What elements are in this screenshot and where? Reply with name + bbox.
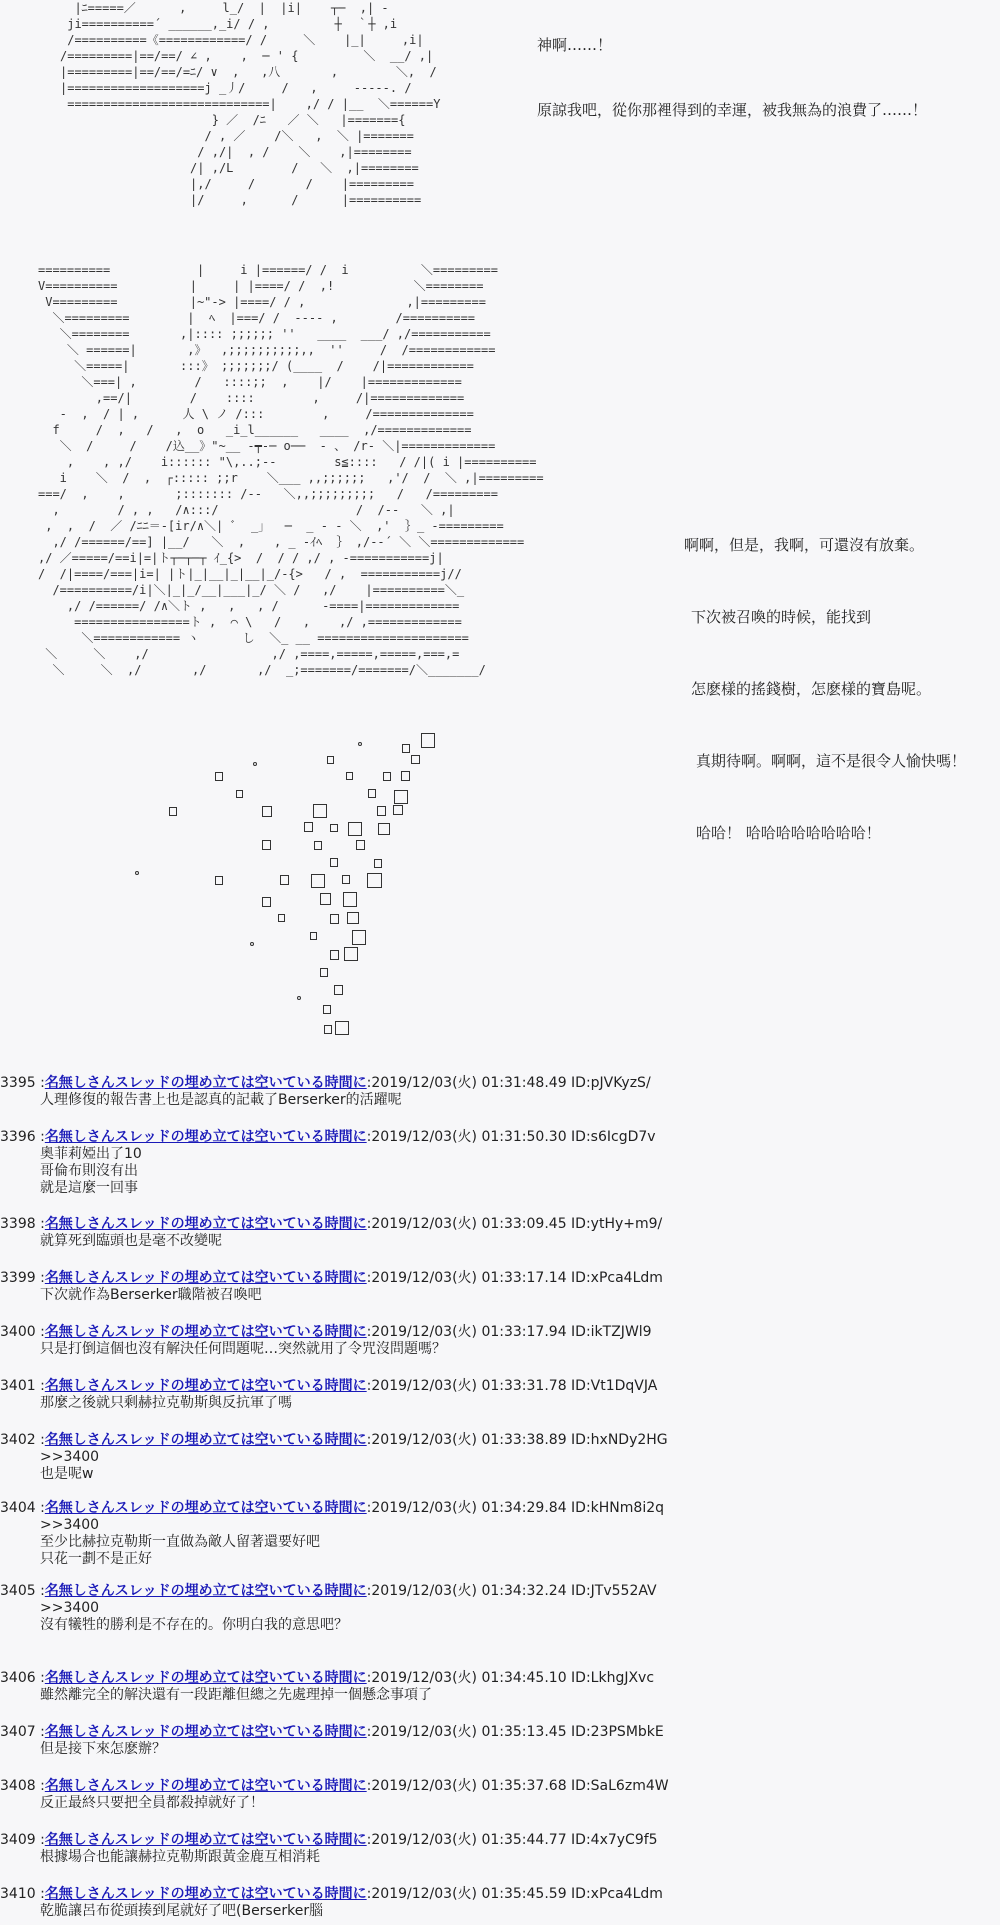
square-shape <box>335 1021 349 1035</box>
square-shape <box>348 822 362 836</box>
post-body-line: 哥倫布則沒有出 <box>40 1163 138 1179</box>
square-shape <box>280 875 289 885</box>
poster-name-link[interactable]: 名無しさんスレッドの埋め立ては空いている時間に <box>44 1832 367 1848</box>
ascii-art-middle: ========== | i |======/ / i ＼========= V========== | | |====/ / ,! ＼======== V========= |~"‐> |====/ / , ,|========= ＼========= | ﾍ |===/ / ‐--- , /========== ＼======== ,|:::: ;;;;;; '' ____ ___/ ,/=========== ＼ ======| ,》 ,;;;;;;;;;;,, '' / /============ ＼=====| :::》 ;;;;;;;/ (____ / /|============ ＼===| , / ::::;; , |/ |============= ,==/| / :::: , /|============= - , / | , 人 \ ノ /::: , /============== f / , / , o _i_l______ ____ ,/============= ＼ / / /込__》"~__ ‐┯‐─ o── ‐ 、 /r‐ ＼|============= , , ,/ i:::::: "\,..;-- s≦:::: / /|( i |========== i ＼ / , ┌::::: ;;r ＼___ ,,;;;;;; ,'/ / ＼ ,|========= ===/ , , ;::::::: /‐‐ ＼,,;;;;;;;;; / /========= , / , , /∧:::/ / /‐‐ ＼ ,| , , / ／ /ﾆﾆ＝‐[ir/∧＼| ﾞ _」 ─ _ - ‐ ＼ ,' ｝_ -========= ,/ /======/==] |__/ ＼ , , _ -ｲﾍ ｝ ,/-‐´ ＼ ＼============= ,/ ／=====/==i|=|ト┬─┬─┬ ｲ_{> / / / ,/ , -===========j| / /|====/===|i=| |ト|_|__|_|__|_/-{> / , ===========j// /==========/i|＼|_|_/__|___|_/ ＼ / ,/ |==========＼_ ,/ /======/ /∧＼ト , , , / -====|============= ================ト , ⌒ \ / , ,/ ,============= ＼============ ヽ し ＼_ __ ===================== ＼ ＼ ,/ ,/ ,====,=====,=====,===,= ＼ ＼ ,/ ,/ ,/ _;=======/=======/＼_______/ <box>38 263 544 677</box>
square-shape <box>304 822 313 832</box>
post-meta: :2019/12/03(火) 01:35:37.68 ID:SaL6zm4W <box>366 1778 669 1794</box>
post-number: 3395 <box>0 1075 36 1091</box>
square-shape <box>330 950 339 960</box>
post-meta: :2019/12/03(火) 01:33:17.94 ID:ikTZJWl9 <box>366 1324 652 1340</box>
post-number: 3404 <box>0 1500 36 1516</box>
square-shape <box>314 841 322 850</box>
post-header <box>0 1500 1000 1517</box>
post-meta: :2019/12/03(火) 01:35:44.77 ID:4x7yC9f5 <box>366 1832 658 1848</box>
dot-shape <box>250 942 254 946</box>
square-shape <box>342 875 350 884</box>
post-separator: : <box>35 1886 45 1902</box>
post-body-line: 雖然離完全的解決還有一段距離但總之先處理掉一個懸念事項了 <box>40 1687 432 1703</box>
post-header <box>0 1075 1000 1092</box>
post-separator: : <box>35 1216 45 1232</box>
poster-name-link[interactable]: 名無しさんスレッドの埋め立ては空いている時間に <box>44 1778 367 1794</box>
poster-name-link[interactable]: 名無しさんスレッドの埋め立ては空いている時間に <box>44 1583 367 1599</box>
square-shape <box>401 771 410 781</box>
post-body-line: 就是這麼一回事 <box>40 1180 138 1196</box>
post-header <box>0 1832 1000 1849</box>
poster-name-link[interactable]: 名無しさんスレッドの埋め立ては空いている時間に <box>44 1670 367 1686</box>
post-separator: : <box>35 1432 45 1448</box>
post-number: 3396 <box>0 1129 36 1145</box>
square-shape <box>262 806 272 817</box>
square-shape <box>278 914 285 922</box>
dialog-line: 哈哈！ 哈哈哈哈哈哈哈哈！ <box>696 824 881 842</box>
dialog-line: 啊啊，但是，我啊，可還沒有放棄。 <box>684 536 925 554</box>
thread-post <box>0 1724 1000 1758</box>
poster-name-link[interactable]: 名無しさんスレッドの埋め立ては空いている時間に <box>44 1432 367 1448</box>
post-number: 3409 <box>0 1832 36 1848</box>
dot-shape <box>358 742 362 746</box>
square-shape <box>374 859 382 868</box>
post-meta: :2019/12/03(火) 01:33:17.14 ID:xPca4Ldm <box>366 1270 663 1286</box>
post-header <box>0 1432 1000 1449</box>
post-body-line: 也是呢w <box>40 1466 94 1482</box>
post-body-line: 根據場合也能讓赫拉克勒斯跟黃金鹿互相消耗 <box>40 1849 320 1865</box>
reply-anchor[interactable]: >>3400 <box>40 1600 100 1616</box>
ascii-art-top: |ﾆ=====／ , l_/ | |i| ┬─ ,| - ji==========´ ______,_i/ / , ┼ ｀┼ ,i /==========《============/ / ＼ |_| ,i| /=========|==/==/ ∠ , , ─ ' { ＼ __/ ,| |=========|==/==/=ﾆ/ ∨ , ,八 , ＼, / |===================j _丿/ / , -----. / ============================| ,/ / |__ ＼======Y } ／ /ﾆ ／ ＼ |======={ / , ／ /＼ , ＼ |======= / ,/| , / ＼ ,|======== /| ,/L / ＼ ,|======== |,/ / / |========= |/ , / |========== <box>60 1 441 207</box>
post-separator: : <box>35 1832 45 1848</box>
square-shape <box>393 805 403 815</box>
square-shape <box>367 873 382 888</box>
post-body-line: 但是接下來怎麽辦？ <box>40 1741 166 1757</box>
post-number: 3399 <box>0 1270 36 1286</box>
post-body-line: 反正最終只要把全員都殺掉就好了！ <box>40 1795 264 1811</box>
post-separator: : <box>35 1129 45 1145</box>
post-meta: :2019/12/03(火) 01:31:48.49 ID:pJVKyzS/ <box>366 1075 651 1091</box>
thread-post <box>0 1500 1000 1568</box>
post-separator: : <box>35 1075 45 1091</box>
poster-name-link[interactable]: 名無しさんスレッドの埋め立ては空いている時間に <box>44 1724 367 1740</box>
square-shape <box>262 897 271 907</box>
post-header <box>0 1886 1000 1903</box>
square-shape <box>215 876 223 885</box>
square-shape <box>320 968 328 977</box>
post-header <box>0 1724 1000 1741</box>
post-number: 3400 <box>0 1324 36 1340</box>
square-shape <box>236 790 243 798</box>
square-shape <box>356 840 365 850</box>
post-body-line: 人理修復的報告書上也是認真的記載了Berserker的活躍呢 <box>40 1092 402 1108</box>
post-header <box>0 1216 1000 1233</box>
square-shape <box>346 772 353 780</box>
post-separator: : <box>35 1324 45 1340</box>
dialog-line: 神啊……！ <box>537 36 613 54</box>
thread-post <box>0 1270 1000 1304</box>
post-meta: :2019/12/03(火) 01:34:32.24 ID:JTv552AV <box>366 1583 657 1599</box>
post-meta: :2019/12/03(火) 01:31:50.30 ID:s6IcgD7v <box>366 1129 656 1145</box>
post-meta: :2019/12/03(火) 01:33:09.45 ID:ytHy+m9/ <box>366 1216 663 1232</box>
square-shape <box>310 932 317 940</box>
poster-name-link[interactable]: 名無しさんスレッドの埋め立ては空いている時間に <box>44 1216 367 1232</box>
square-shape <box>324 1025 332 1034</box>
square-shape <box>323 1005 331 1014</box>
post-header <box>0 1670 1000 1687</box>
post-number: 3405 <box>0 1583 36 1599</box>
post-body-line: 只花一劃不是正好 <box>40 1551 152 1567</box>
square-shape <box>383 772 391 781</box>
post-number: 3401 <box>0 1378 36 1394</box>
post-meta: :2019/12/03(火) 01:34:45.10 ID:LkhgJXvc <box>366 1670 655 1686</box>
dialog-line: 真期待啊。啊啊，這不是很令人愉快嗎！ <box>696 752 967 770</box>
poster-name-link[interactable]: 名無しさんスレッドの埋め立ては空いている時間に <box>44 1075 367 1091</box>
thread-post <box>0 1129 1000 1197</box>
post-number: 3398 <box>0 1216 36 1232</box>
post-body-line: 只是打倒這個也沒有解決任何問題呢…突然就用了令咒沒問題嗎？ <box>40 1341 446 1357</box>
square-shape <box>402 744 410 753</box>
square-shape <box>313 804 327 818</box>
post-separator: : <box>35 1500 45 1516</box>
dialog-line: 下次被召喚的時候，能找到 <box>691 608 872 626</box>
square-shape <box>368 789 376 798</box>
square-shape <box>411 755 420 764</box>
post-body-line: 那麼之後就只剩赫拉克勒斯與反抗軍了嗎 <box>40 1395 292 1411</box>
post-body-line: 就算死到臨頭也是毫不改變呢 <box>40 1233 222 1249</box>
poster-name-link[interactable]: 名無しさんスレッドの埋め立ては空いている時間に <box>44 1129 367 1145</box>
square-shape <box>352 930 366 945</box>
post-header <box>0 1583 1000 1600</box>
poster-name-link[interactable]: 名無しさんスレッドの埋め立ては空いている時間に <box>44 1324 367 1340</box>
post-body-line: 奧菲莉婭出了10 <box>40 1146 142 1162</box>
thread-post <box>0 1886 1000 1920</box>
dot-shape <box>135 871 139 875</box>
post-separator: : <box>35 1583 45 1599</box>
dialog-middle <box>680 500 967 878</box>
thread-post <box>0 1378 1000 1412</box>
post-number: 3402 <box>0 1432 36 1448</box>
poster-name-link[interactable]: 名無しさんスレッドの埋め立ては空いている時間に <box>44 1886 367 1902</box>
post-header <box>0 1778 1000 1795</box>
thread-post <box>0 1324 1000 1358</box>
thread-post <box>0 1075 1000 1109</box>
post-meta: :2019/12/03(火) 01:33:38.89 ID:hxNDy2HG <box>366 1432 668 1448</box>
post-number: 3407 <box>0 1724 36 1740</box>
dialog-line: 原諒我吧，從你那裡得到的幸運，被我無為的浪費了……！ <box>537 101 928 119</box>
thread-post <box>0 1216 1000 1250</box>
post-body-line: 沒有犧牲的勝利是不存在的。你明白我的意思吧？ <box>40 1617 348 1633</box>
square-shape <box>169 807 177 816</box>
post-number: 3408 <box>0 1778 36 1794</box>
square-shape <box>330 914 339 924</box>
post-meta: :2019/12/03(火) 01:34:29.84 ID:kHNm8i2q <box>366 1500 665 1516</box>
post-separator: : <box>35 1378 45 1394</box>
dot-shape <box>297 996 301 1000</box>
square-shape <box>330 824 338 832</box>
post-separator: : <box>35 1724 45 1740</box>
poster-name-link[interactable]: 名無しさんスレッドの埋め立ては空いている時間に <box>44 1378 367 1394</box>
post-number: 3410 <box>0 1886 36 1902</box>
post-header <box>0 1270 1000 1287</box>
square-shape <box>311 874 325 888</box>
post-number: 3406 <box>0 1670 36 1686</box>
dialog-line: 怎麽樣的搖錢樹，怎麽樣的寶島呢。 <box>691 680 932 698</box>
square-shape <box>377 806 386 816</box>
square-shape <box>334 985 343 995</box>
post-header <box>0 1378 1000 1395</box>
thread-post <box>0 1778 1000 1812</box>
post-separator: : <box>35 1270 45 1286</box>
reply-anchor[interactable]: >>3400 <box>40 1517 100 1533</box>
square-shape <box>320 893 331 905</box>
square-shape <box>330 858 338 867</box>
square-shape <box>344 947 358 961</box>
post-separator: : <box>35 1778 45 1794</box>
thread-post <box>0 1432 1000 1483</box>
square-shape <box>394 790 408 804</box>
post-meta: :2019/12/03(火) 01:35:45.59 ID:xPca4Ldm <box>366 1886 663 1902</box>
poster-name-link[interactable]: 名無しさんスレッドの埋め立ては空いている時間に <box>44 1270 367 1286</box>
thread-post <box>0 1670 1000 1704</box>
post-meta: :2019/12/03(火) 01:35:13.45 ID:23PSMbkE <box>366 1724 664 1740</box>
square-shape <box>343 892 357 907</box>
thread-post <box>0 1832 1000 1866</box>
square-shape <box>378 823 390 835</box>
post-separator: : <box>35 1670 45 1686</box>
post-body-line: 至少比赫拉克勒斯一直做為敵人留著還要好吧 <box>40 1534 320 1550</box>
square-shape <box>347 912 359 924</box>
square-shape <box>215 772 223 781</box>
post-header <box>0 1324 1000 1341</box>
post-body-line: 乾脆讓呂布從頭揍到尾就好了吧(Berserker腦 <box>40 1903 324 1919</box>
post-meta: :2019/12/03(火) 01:33:31.78 ID:Vt1DqVJA <box>366 1378 658 1394</box>
post-body-line: 下次就作為Berserker職階被召喚吧 <box>40 1287 262 1303</box>
dot-shape <box>253 762 257 766</box>
reply-anchor[interactable]: >>3400 <box>40 1449 100 1465</box>
post-header <box>0 1129 1000 1146</box>
square-shape <box>327 756 334 764</box>
dialog-top <box>537 0 927 155</box>
poster-name-link[interactable]: 名無しさんスレッドの埋め立ては空いている時間に <box>44 1500 367 1516</box>
square-shape <box>421 733 435 748</box>
thread-post <box>0 1583 1000 1634</box>
square-shape <box>262 840 271 850</box>
